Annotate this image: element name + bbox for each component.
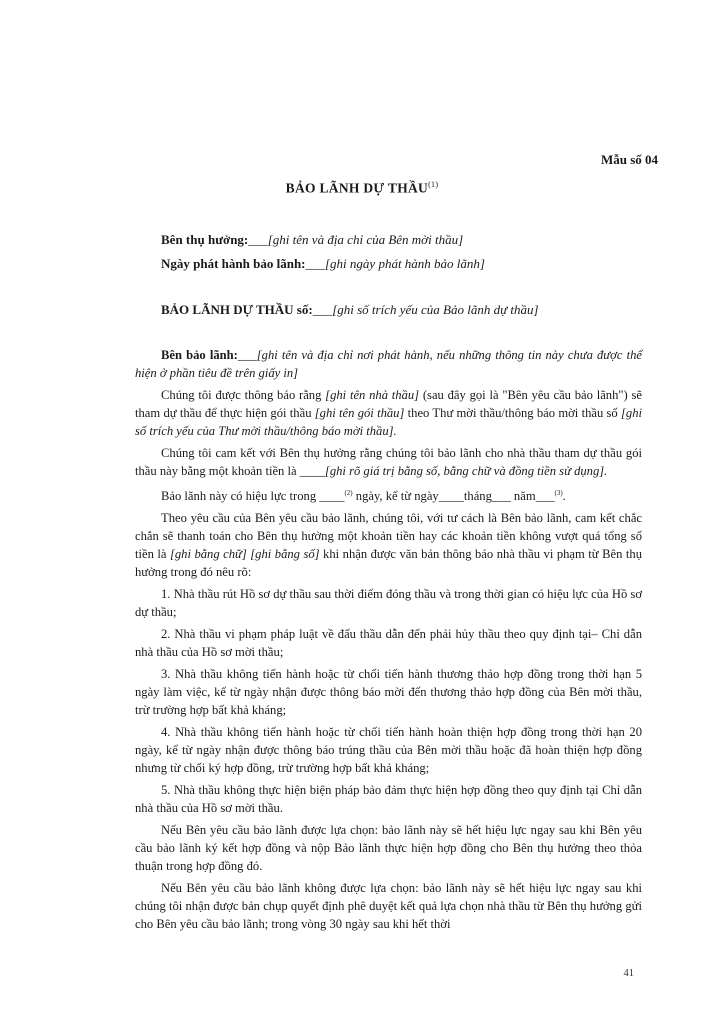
beneficiary-line — [161, 232, 463, 248]
guarantee-number-value: [ghi số trích yếu của Bảo lãnh dự thầu] — [332, 302, 539, 317]
p3-text-c: . — [562, 489, 566, 504]
document-title — [0, 180, 724, 197]
document-body — [135, 346, 642, 937]
p1-text-a: Chúng tôi được thông báo rằng — [161, 388, 326, 402]
p4-text-c: khi nhận được văn bản thông báo nhà thầu vi phạm từ Bên thụ hưởng trong đó nêu rõ: — [135, 547, 642, 580]
violation-item-2: 2. Nhà thầu vi phạm pháp luật về đấu thầu dẫn đến phải hủy thầu theo quy định tại– Chỉ dẫn nhà thầu của Hồ sơ mời thầu; — [135, 627, 642, 660]
issue-date-blank: ___ — [305, 256, 325, 271]
guarantee-number-blank: ___ — [312, 302, 333, 317]
issue-date-value: [ghi ngày phát hành bảo lãnh] — [325, 256, 485, 271]
guarantor-paragraph — [135, 346, 642, 382]
p3-text-b: ngày, kể từ ngày____tháng___ năm___ — [352, 489, 555, 504]
violation-item-4: 4. Nhà thầu không tiến hành hoặc từ chối tiến hành hoàn thiện hợp đồng trong thời hạn 20 ngày, kể từ ngày nhận được thông báo trúng thầu của Bên mời thầu hoặc đã hoàn thiện hợp đồng nhưng từ chối ký hợp đồng, trừ trường hợp bất khả kháng; — [135, 725, 642, 776]
commitment-paragraph — [135, 444, 642, 480]
page-number: 41 — [623, 968, 634, 979]
p1-text-e: theo Thư mời thầu/thông báo mời thầu số — [404, 406, 622, 420]
notification-paragraph — [135, 386, 642, 440]
violation-item-3: 3. Nhà thầu không tiến hành hoặc từ chối tiến hành thương thảo hợp đồng trong thời hạn 5 ngày làm việc, kể từ ngày nhận được thông báo mời đến thương thảo hợp đồng của Bên mời thầu, trừ trường hợp bất khả kháng; — [135, 667, 642, 718]
beneficiary-blank: ___ — [248, 232, 268, 247]
p2-text-a: Chúng tôi cam kết với Bên thụ hưởng rằng chúng tôi bảo lãnh cho nhà thầu tham dự thầu gói thầu này bằng một khoản tiền là ____ — [135, 446, 642, 478]
beneficiary-value: [ghi tên và địa chỉ của Bên mời thầu] — [267, 232, 464, 247]
payment-paragraph — [135, 509, 642, 581]
issue-date-label: Ngày phát hành bảo lãnh: — [161, 256, 306, 271]
violation-item-1: 1. Nhà thầu rút Hồ sơ dự thầu sau thời điểm đóng thầu và trong thời gian có hiệu lực của Hồ sơ dự thầu; — [135, 587, 642, 620]
not-selected-paragraph: Nếu Bên yêu cầu bảo lãnh không được lựa chọn: bảo lãnh này sẽ hết hiệu lực ngay sau khi chúng tôi nhận được bản chụp quyết định phê duyệt kết quả lựa chọn nhà thầu từ Bên thụ hưởng gửi cho Bên yêu cầu bảo lãnh; trong vòng 30 ngày sau khi hết thời — [135, 881, 642, 932]
p1-invitation-number: [ghi số trích yếu của Thư mời thầu/thông báo mời thầu]. — [135, 406, 643, 438]
guarantor-blank: ___ — [237, 348, 257, 362]
guarantee-number-line — [161, 302, 539, 318]
p1-contractor-name: [ghi tên nhà thầu] — [325, 388, 420, 402]
p4-text-a: Theo yêu cầu của Bên yêu cầu bảo lãnh, chúng tôi, với tư cách là Bên bảo lãnh, cam kết chắc chắn sẽ thanh toán cho Bên thụ hưởng một khoản tiền hay các khoản tiền không vượt quá tổng số tiền là — [135, 511, 642, 562]
beneficiary-label: Bên thụ hưởng: — [161, 232, 249, 247]
p3-footnote-3: (3) — [554, 489, 563, 497]
p1-text-c: (sau đây gọi là "Bên yêu cầu bảo lãnh") sẽ tham dự thầu để thực hiện gói thầu — [135, 388, 642, 420]
p3-footnote-2: (2) — [344, 489, 353, 497]
p1-package-name: [ghi tên gói thầu] — [314, 406, 405, 420]
guarantee-number-label: BẢO LÃNH DỰ THẦU số: — [161, 302, 313, 317]
validity-paragraph — [135, 484, 642, 505]
form-number: Mẫu số 04 — [600, 152, 658, 167]
guarantor-label: Bên bảo lãnh: — [161, 348, 238, 362]
p2-amount: [ghi rõ giá trị bằng số, bằng chữ và đồng tiền sử dụng]. — [324, 464, 608, 478]
p3-text-a: Bảo lãnh này có hiệu lực trong ____ — [161, 489, 345, 504]
issue-date-line — [161, 256, 485, 272]
title-text: BẢO LÃNH DỰ THẦU — [285, 180, 429, 196]
p4-amount: [ghi bằng chữ] [ghi bằng số] — [169, 547, 320, 562]
selected-paragraph: Nếu Bên yêu cầu bảo lãnh được lựa chọn: bảo lãnh này sẽ hết hiệu lực ngay sau khi Bên yêu cầu bảo lãnh ký kết hợp đồng và nộp Bảo lãnh thực hiện hợp đồng cho Bên thụ hưởng theo thỏa thuận trong hợp đồng đó. — [135, 823, 642, 874]
violation-item-5: 5. Nhà thầu không thực hiện biện pháp bảo đảm thực hiện hợp đồng theo quy định tại Chỉ dẫn nhà thầu của Hồ sơ mời thầu. — [135, 783, 642, 816]
guarantor-value: [ghi tên và địa chỉ nơi phát hành, nếu những thông tin này chưa được thể hiện ở phần tiêu đề trên giấy in] — [135, 348, 642, 380]
title-footnote-ref: (1) — [428, 180, 439, 189]
